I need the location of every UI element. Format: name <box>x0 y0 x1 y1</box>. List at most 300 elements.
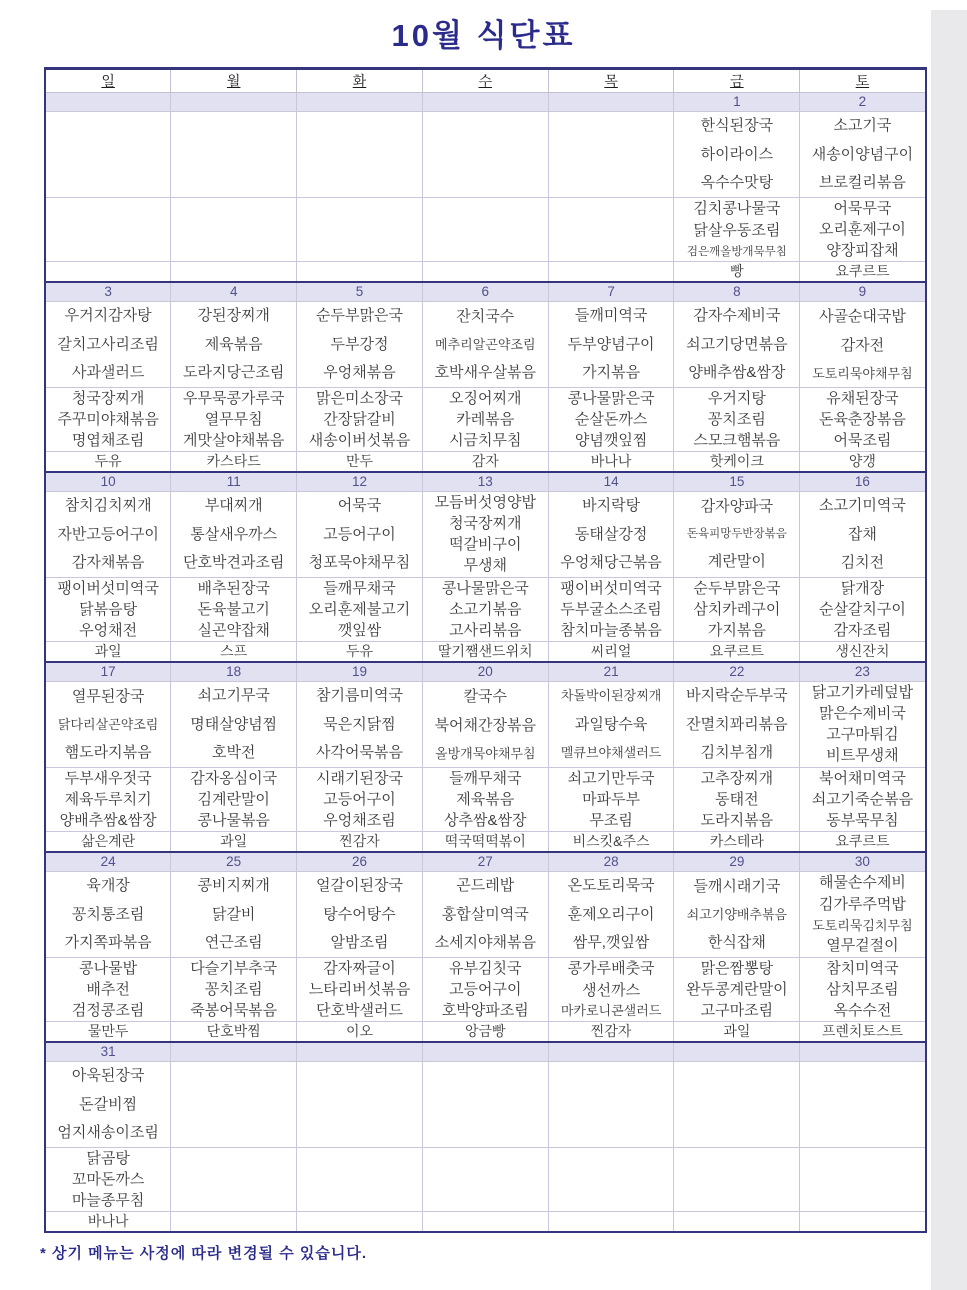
menu-item: 다슬기부추국 <box>190 959 278 977</box>
dinner-cell <box>800 578 926 642</box>
menu-item: 닭갈비 <box>211 905 256 923</box>
lunch-menu <box>423 682 548 767</box>
snack-cell <box>800 1022 926 1043</box>
dinner-menu <box>423 388 548 451</box>
menu-item: 육개장 <box>86 877 130 895</box>
dinner-menu <box>549 768 674 831</box>
menu-item: 우엉채볶음 <box>323 363 396 381</box>
lunch-menu <box>171 1062 296 1147</box>
snack-cell <box>297 1022 423 1043</box>
date-cell <box>548 93 674 112</box>
lunch-cell <box>171 682 297 768</box>
menu-item: 어묵무국 <box>833 199 892 217</box>
dinner-cell <box>45 578 171 642</box>
lunch-menu <box>171 682 296 767</box>
menu-item: 느타리버섯볶음 <box>308 980 411 998</box>
lunch-menu <box>423 1062 548 1147</box>
menu-item: 한식된장국 <box>700 117 774 135</box>
dinner-menu <box>297 768 422 831</box>
snack-cell <box>422 452 548 473</box>
date-cell: 18 <box>171 662 297 682</box>
menu-item: 실곤약잡채 <box>197 621 270 639</box>
lunch-menu <box>46 682 170 767</box>
menu-item: 콩나물밥 <box>79 959 138 977</box>
dinner-menu <box>549 388 674 451</box>
menu-item: 고추장찌개 <box>700 769 774 787</box>
date-cell: 19 <box>297 662 423 682</box>
date-cell: 14 <box>548 472 674 492</box>
snack-item: 요쿠르트 <box>835 263 890 279</box>
lunch-cell <box>548 1062 674 1148</box>
menu-item: 닭다리살곤약조림 <box>57 716 159 732</box>
menu-item: 감자짜글이 <box>323 959 396 977</box>
lunch-menu <box>297 1062 422 1147</box>
lunch-menu <box>171 872 296 957</box>
lunch-menu <box>549 1062 674 1147</box>
snack-cell <box>548 832 674 853</box>
dinner-row <box>45 198 926 262</box>
weekday-header: 금 <box>674 69 800 93</box>
lunch-cell <box>548 682 674 768</box>
menu-item: 쇠고기죽순볶음 <box>811 790 914 808</box>
menu-item: 오리훈제불고기 <box>308 600 411 618</box>
date-cell <box>171 93 297 112</box>
snack-cell <box>422 1212 548 1233</box>
menu-item: 배추전 <box>86 980 130 998</box>
dinner-cell <box>800 958 926 1022</box>
dinner-cell <box>548 388 674 452</box>
menu-item: 들깨미역국 <box>574 307 648 325</box>
menu-item: 잡채 <box>847 525 877 543</box>
menu-item: 도라지당근조림 <box>182 363 285 381</box>
lunch-cell <box>548 872 674 958</box>
snack-row <box>45 1022 926 1043</box>
date-cell: 11 <box>171 472 297 492</box>
menu-item: 순살갈치구이 <box>818 600 906 618</box>
weekday-header: 수 <box>422 69 548 93</box>
snack-row <box>45 262 926 283</box>
menu-item: 돈갈비찜 <box>79 1095 138 1113</box>
lunch-cell <box>297 302 423 388</box>
snack-cell <box>45 642 171 663</box>
menu-item: 두부양념구이 <box>567 335 655 353</box>
menu-item: 감자양파국 <box>700 497 774 515</box>
dinner-cell <box>548 768 674 832</box>
menu-item: 옥수수전 <box>833 1001 892 1019</box>
menu-item: 탕수어탕수 <box>323 905 396 923</box>
lunch-cell <box>800 682 926 768</box>
lunch-menu <box>800 492 924 577</box>
menu-item: 차돌박이된장찌개 <box>560 687 662 703</box>
lunch-cell <box>674 492 800 578</box>
dinner-cell <box>548 1148 674 1212</box>
dinner-row <box>45 958 926 1022</box>
dinner-menu <box>423 958 548 1021</box>
lunch-row <box>45 492 926 578</box>
weekday-header: 화 <box>297 69 423 93</box>
lunch-menu <box>171 112 296 197</box>
lunch-menu <box>549 112 674 197</box>
menu-item: 소고기볶음 <box>449 600 522 618</box>
lunch-cell <box>45 1062 171 1148</box>
menu-item: 동부묵무침 <box>826 811 899 829</box>
dinner-cell <box>674 768 800 832</box>
dinner-cell <box>171 768 297 832</box>
lunch-cell <box>800 1062 926 1148</box>
dinner-cell <box>171 958 297 1022</box>
menu-item: 참치미역국 <box>826 959 899 977</box>
snack-cell <box>297 262 423 283</box>
dinner-row <box>45 578 926 642</box>
menu-item: 열무무침 <box>204 410 263 428</box>
snack-item: 양갱 <box>848 453 876 469</box>
dinner-cell <box>674 958 800 1022</box>
menu-item: 콩나물맑은국 <box>441 579 529 597</box>
dinner-menu <box>674 388 799 451</box>
menu-item: 호박새우살볶음 <box>434 363 536 381</box>
menu-item: 김치부침개 <box>700 743 774 761</box>
snack-item: 앙금빵 <box>465 1023 506 1039</box>
menu-item: 콩나물볶음 <box>197 811 270 829</box>
lunch-menu <box>171 302 296 387</box>
menu-item: 북어채간장볶음 <box>434 716 536 734</box>
snack-item: 찐감자 <box>590 1023 632 1039</box>
menu-item: 깻잎쌈 <box>337 621 382 639</box>
snack-cell <box>45 452 171 473</box>
date-cell: 20 <box>422 662 548 682</box>
lunch-menu <box>297 492 422 577</box>
dinner-cell <box>45 1148 171 1212</box>
menu-item: 우엉채조림 <box>323 811 396 829</box>
menu-item: 묵은지닭찜 <box>323 715 396 733</box>
dinner-menu <box>549 198 674 261</box>
snack-cell <box>171 832 297 853</box>
dinner-cell <box>45 768 171 832</box>
snack-item: 딸기쨈샌드위치 <box>437 643 533 659</box>
date-cell: 21 <box>548 662 674 682</box>
snack-cell <box>171 1212 297 1233</box>
dinner-menu <box>423 768 548 831</box>
menu-item: 사골순대국밥 <box>818 307 906 325</box>
lunch-menu <box>800 1062 924 1147</box>
lunch-menu <box>549 302 674 387</box>
lunch-menu <box>674 112 799 197</box>
snack-item: 카스타드 <box>206 453 261 469</box>
snack-cell <box>422 642 548 663</box>
menu-item: 쇠고기양배추볶음 <box>686 906 788 922</box>
menu-item: 돈육피망두반장볶음 <box>686 528 787 541</box>
menu-item: 얼갈이된장국 <box>316 877 403 895</box>
dinner-cell <box>548 958 674 1022</box>
menu-item: 돈육춘장볶음 <box>818 410 906 428</box>
dinner-cell <box>674 1148 800 1212</box>
menu-item: 꽁치조림 <box>707 410 766 428</box>
menu-item: 단호박견과조림 <box>182 553 285 571</box>
menu-item: 꽁치조림 <box>204 980 263 998</box>
snack-item: 찐감자 <box>339 833 380 849</box>
menu-item: 한식잡채 <box>707 933 766 951</box>
date-cell: 6 <box>422 282 548 302</box>
menu-item: 고등어구이 <box>323 790 396 808</box>
menu-item: 도토리묵야채무침 <box>812 365 913 381</box>
lunch-cell <box>800 112 926 198</box>
menu-item: 고구마조림 <box>700 1001 774 1019</box>
date-row <box>45 1042 926 1062</box>
dinner-cell <box>422 198 548 262</box>
menu-item: 고구마튀김 <box>826 726 899 744</box>
lunch-row <box>45 1062 926 1148</box>
menu-item: 무생채 <box>463 557 508 575</box>
snack-cell <box>297 1212 423 1233</box>
snack-cell <box>800 832 926 853</box>
menu-item: 삼치무조림 <box>826 980 899 998</box>
menu-item: 완두콩계란말이 <box>686 980 788 998</box>
menu-item: 청국장찌개 <box>71 389 145 407</box>
lunch-cell <box>674 872 800 958</box>
menu-item: 엄지새송이조림 <box>57 1123 159 1141</box>
menu-item: 콩비지찌개 <box>197 877 270 895</box>
menu-item: 청포묵야채무침 <box>308 553 411 571</box>
snack-cell <box>45 832 171 853</box>
dinner-menu <box>423 198 548 261</box>
lunch-cell <box>297 1062 423 1148</box>
menu-item: 어묵국 <box>337 497 382 515</box>
menu-item: 마늘종무침 <box>71 1191 145 1209</box>
date-cell: 7 <box>548 282 674 302</box>
snack-cell <box>674 642 800 663</box>
lunch-row <box>45 112 926 198</box>
menu-item: 고등어구이 <box>323 525 396 543</box>
dinner-menu <box>46 1148 170 1211</box>
menu-item: 곤드레밥 <box>456 877 515 895</box>
dinner-cell <box>45 198 171 262</box>
snack-item: 떡국떡떡볶이 <box>444 833 526 849</box>
dinner-cell <box>297 1148 423 1212</box>
snack-cell <box>422 262 548 283</box>
dinner-cell <box>548 578 674 642</box>
lunch-cell <box>297 112 423 198</box>
lunch-menu <box>674 872 799 957</box>
snack-cell <box>171 452 297 473</box>
menu-item: 아욱된장국 <box>71 1067 145 1085</box>
menu-item: 햄도라지볶음 <box>64 743 152 761</box>
lunch-menu <box>549 492 674 577</box>
snack-cell <box>297 832 423 853</box>
weekday-header: 일 <box>45 69 171 93</box>
snack-item: 프렌치토스트 <box>821 1023 903 1039</box>
dinner-menu <box>171 578 296 641</box>
menu-item: 온도토리묵국 <box>567 877 655 895</box>
date-cell <box>45 93 171 112</box>
lunch-row <box>45 682 926 768</box>
snack-item: 스프 <box>220 643 248 659</box>
menu-item: 시래기된장국 <box>316 769 403 787</box>
menu-item: 소고기국 <box>833 117 892 135</box>
date-cell: 29 <box>674 852 800 872</box>
snack-row <box>45 1212 926 1233</box>
dinner-cell <box>297 958 423 1022</box>
snack-cell <box>171 642 297 663</box>
menu-item: 무조림 <box>589 811 633 829</box>
date-row <box>45 852 926 872</box>
lunch-row <box>45 302 926 388</box>
dinner-menu <box>297 1148 422 1211</box>
snack-cell <box>548 1212 674 1233</box>
lunch-cell <box>45 682 171 768</box>
snack-item: 요쿠르트 <box>709 643 764 659</box>
lunch-row <box>45 872 926 958</box>
menu-item: 양배추쌈&쌈장 <box>688 363 786 381</box>
snack-row <box>45 452 926 473</box>
date-cell: 25 <box>171 852 297 872</box>
menu-item: 잔멸치꽈리볶음 <box>686 715 788 733</box>
menu-item: 소세지야채볶음 <box>434 933 536 951</box>
dinner-menu <box>46 768 170 831</box>
date-cell: 22 <box>674 662 800 682</box>
dinner-cell <box>297 198 423 262</box>
menu-item: 메추리알곤약조림 <box>435 336 536 352</box>
menu-item: 고등어구이 <box>449 980 522 998</box>
lunch-menu <box>549 682 674 767</box>
menu-item: 제육볶음 <box>204 335 263 353</box>
lunch-menu <box>423 492 548 577</box>
menu-item: 바지락탕 <box>582 497 641 515</box>
lunch-cell <box>800 872 926 958</box>
menu-item: 떡갈비구이 <box>449 536 522 554</box>
menu-item: 고사리볶음 <box>449 621 522 639</box>
menu-item: 자반고등어구이 <box>57 525 159 543</box>
dinner-menu <box>423 578 548 641</box>
date-cell: 13 <box>422 472 548 492</box>
menu-item: 소고기미역국 <box>818 497 906 515</box>
dinner-row <box>45 388 926 452</box>
menu-item: 호박양파조림 <box>441 1001 529 1019</box>
lunch-menu <box>297 112 422 197</box>
page-title: 10월 식단표 <box>391 18 576 53</box>
date-cell: 15 <box>674 472 800 492</box>
date-cell <box>171 1042 297 1062</box>
menu-item: 두부강정 <box>330 335 389 353</box>
lunch-cell <box>800 302 926 388</box>
dinner-cell <box>45 388 171 452</box>
snack-item: 씨리얼 <box>590 643 632 659</box>
menu-item: 마카로니콘샐러드 <box>560 1003 662 1019</box>
date-row <box>45 472 926 492</box>
dinner-cell <box>45 958 171 1022</box>
lunch-menu <box>800 872 924 957</box>
dinner-menu <box>46 388 170 451</box>
snack-cell <box>548 262 674 283</box>
dinner-menu <box>297 958 422 1021</box>
menu-item: 검정콩조림 <box>71 1001 145 1019</box>
dinner-menu <box>674 958 799 1021</box>
lunch-cell <box>171 1062 297 1148</box>
snack-item: 두유 <box>345 643 374 659</box>
lunch-cell <box>171 112 297 198</box>
menu-item: 제육두루치기 <box>64 790 152 808</box>
date-cell <box>422 1042 548 1062</box>
snack-cell <box>171 262 297 283</box>
lunch-menu <box>297 682 422 767</box>
lunch-cell <box>297 872 423 958</box>
menu-item: 두부새우젓국 <box>64 769 152 787</box>
dinner-cell <box>674 198 800 262</box>
menu-item: 우거지탕 <box>707 389 766 407</box>
menu-item: 우엉채전 <box>79 621 138 639</box>
dinner-menu <box>549 578 674 641</box>
meal-calendar-table <box>44 67 927 1233</box>
menu-item: 멜큐브야채샐러드 <box>560 745 662 761</box>
dinner-row <box>45 1148 926 1212</box>
dinner-cell <box>171 198 297 262</box>
menu-item: 간장닭갈비 <box>323 410 396 428</box>
date-cell: 27 <box>422 852 548 872</box>
dinner-cell <box>422 1148 548 1212</box>
lunch-menu <box>423 872 548 957</box>
dinner-menu <box>46 958 170 1021</box>
menu-item: 가지볶음 <box>707 621 766 639</box>
snack-item: 이오 <box>345 1023 374 1039</box>
menu-item: 게맛살야채볶음 <box>182 431 285 449</box>
lunch-cell <box>422 682 548 768</box>
menu-item: 비트무생채 <box>826 747 899 765</box>
snack-cell <box>45 262 171 283</box>
lunch-cell <box>422 302 548 388</box>
snack-cell <box>674 832 800 853</box>
date-cell: 31 <box>45 1042 171 1062</box>
menu-item: 알밤조림 <box>330 933 389 951</box>
menu-item: 양념깻잎찜 <box>574 431 648 449</box>
menu-item: 팽이버섯미역국 <box>560 579 662 597</box>
snack-cell <box>800 642 926 663</box>
menu-item: 순두부맑은국 <box>693 579 781 597</box>
menu-item: 김계란말이 <box>197 790 270 808</box>
snack-cell <box>422 1022 548 1043</box>
page-margin <box>931 10 967 1290</box>
menu-item: 양배추쌈&쌈장 <box>59 811 157 829</box>
date-cell: 8 <box>674 282 800 302</box>
dinner-menu <box>674 768 799 831</box>
menu-item: 우엉채당근볶음 <box>560 553 662 571</box>
dinner-menu <box>800 198 924 261</box>
menu-item: 검은깨올방개묵무침 <box>686 245 787 258</box>
lunch-cell <box>297 682 423 768</box>
menu-item: 닭볶음탕 <box>79 600 138 618</box>
menu-item: 콩가루배춧국 <box>567 959 655 977</box>
snack-item: 요쿠르트 <box>835 833 890 849</box>
lunch-cell <box>45 112 171 198</box>
snack-cell <box>674 1022 800 1043</box>
lunch-menu <box>46 872 170 957</box>
date-cell <box>297 1042 423 1062</box>
menu-item: 유채된장국 <box>826 389 899 407</box>
snack-item: 핫케이크 <box>709 453 764 469</box>
menu-item: 맑은짬뽕탕 <box>700 959 774 977</box>
date-cell <box>800 1042 926 1062</box>
menu-item: 콩나물맑은국 <box>567 389 655 407</box>
lunch-cell <box>674 302 800 388</box>
snack-item: 빵 <box>730 263 744 279</box>
date-cell: 17 <box>45 662 171 682</box>
lunch-menu <box>800 112 924 197</box>
date-cell: 30 <box>800 852 926 872</box>
menu-item: 브로컬리볶음 <box>818 173 906 191</box>
snack-row <box>45 832 926 853</box>
snack-item: 생신잔치 <box>835 643 890 659</box>
snack-cell <box>297 452 423 473</box>
snack-cell <box>800 1212 926 1233</box>
menu-item: 들깨시래기국 <box>693 877 781 895</box>
